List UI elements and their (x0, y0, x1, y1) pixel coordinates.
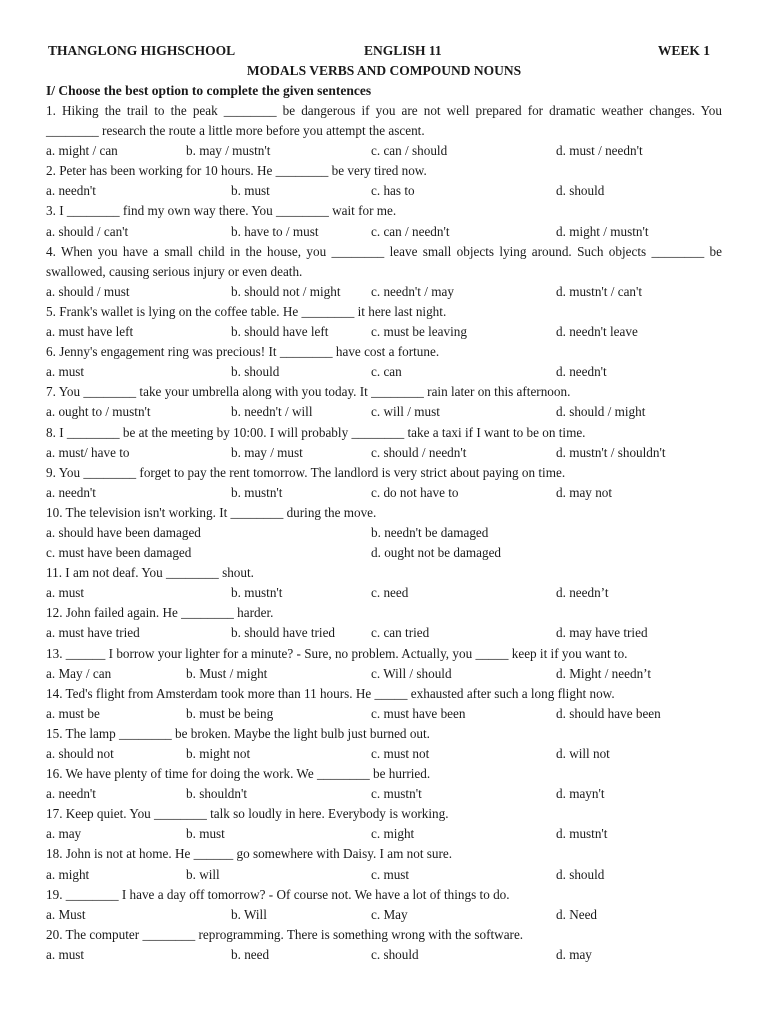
answer-option[interactable]: a. Must (46, 906, 86, 922)
answer-option[interactable]: c. might (371, 826, 415, 842)
question-text: 15. The lamp ________ be broken. Maybe the light bulb just burned out. (46, 725, 430, 741)
answer-options-row (46, 181, 722, 201)
answer-option[interactable]: d. should / might (556, 404, 646, 420)
answer-option[interactable]: b. must be being (186, 705, 274, 721)
question-text: 17. Keep quiet. You ________ talk so loudly in here. Everybody is working. (46, 806, 449, 822)
answer-options-row (46, 322, 722, 342)
answer-option[interactable]: c. must have been (371, 705, 466, 721)
answer-options-row (46, 583, 722, 603)
week-label: WEEK 1 (657, 43, 710, 58)
answer-option[interactable]: b. mustn't (231, 585, 283, 601)
question-text: 16. We have plenty of time for doing the work. We ________ be hurried. (46, 766, 431, 782)
answer-options-row (46, 744, 722, 764)
answer-option[interactable]: d. should (556, 183, 605, 199)
answer-option[interactable]: c. Will / should (371, 665, 452, 681)
answer-option[interactable]: c. May (371, 906, 408, 922)
answer-option[interactable]: a. must (46, 585, 85, 601)
question-text: 12. John failed again. He ________ harder. (46, 605, 274, 621)
answer-option[interactable]: c. has to (371, 183, 415, 199)
answer-option[interactable]: a. must have tried (46, 625, 140, 641)
answer-options-row (46, 443, 722, 463)
question-text: 10. The television isn't working. It ________ during the move. (46, 504, 377, 520)
answer-option[interactable]: b. may / mustn't (186, 143, 271, 159)
section-heading: I/ Choose the best option to complete the given sentences (46, 83, 372, 98)
answer-option[interactable]: a. must (46, 946, 85, 962)
answer-options-row (46, 362, 722, 382)
answer-option[interactable]: d. should have been (556, 705, 661, 721)
school-name: THANGLONG HIGHSCHOOL (48, 43, 236, 58)
answer-option[interactable]: d. may have tried (556, 625, 648, 641)
answer-option[interactable]: c. can (371, 364, 402, 380)
answer-option[interactable]: a. must have left (46, 324, 134, 340)
answer-options-row (46, 402, 722, 422)
answer-option[interactable]: a. needn't (46, 786, 96, 802)
answer-option[interactable]: b. Will (231, 906, 267, 922)
question-text: 3. I ________ find my own way there. You ________ wait for me. (46, 203, 397, 219)
answer-option[interactable]: c. should / needn't (371, 444, 467, 460)
answer-option[interactable]: d. needn't leave (556, 324, 638, 340)
answer-options-row (46, 905, 722, 925)
answer-option[interactable]: b. should have left (231, 324, 329, 340)
question-text: 2. Peter has been working for 10 hours. He ________ be very tired now. (46, 163, 427, 179)
answer-option[interactable]: d. Need (556, 906, 598, 922)
answer-options-row (46, 543, 722, 563)
answer-option[interactable]: b. need (231, 946, 270, 962)
answer-option[interactable]: c. needn't / may (371, 283, 454, 299)
answer-option[interactable]: b. should not / might (231, 283, 341, 299)
answer-option[interactable]: b. must (231, 183, 270, 199)
answer-option[interactable]: a. ought to / mustn't (46, 404, 151, 420)
question-text: 20. The computer ________ reprogramming. There is something wrong with the software. (46, 926, 524, 942)
answer-option[interactable]: c. do not have to (371, 484, 459, 500)
answer-option[interactable]: c. can tried (371, 625, 430, 641)
answer-option[interactable]: c. can / needn't (371, 223, 450, 239)
worksheet-title: MODALS VERBS AND COMPOUND NOUNS (246, 63, 522, 78)
answer-option[interactable]: b. must (186, 826, 225, 842)
answer-options-row (46, 824, 722, 844)
answer-option[interactable]: c. must be leaving (371, 324, 467, 340)
question-text: 19. ________ I have a day off tomorrow? - Of course not. We have a lot of things to do. (46, 886, 510, 902)
answer-option[interactable]: a. needn't (46, 183, 96, 199)
answer-option[interactable]: d. mustn't / can't (556, 283, 643, 299)
question-text: 6. Jenny's engagement ring was precious! It ________ have cost a fortune. (46, 344, 440, 360)
answer-option[interactable]: c. must (371, 866, 410, 882)
answer-option[interactable]: d. mustn't / shouldn't (556, 444, 666, 460)
answer-options-row (46, 141, 722, 161)
answer-option[interactable]: a. May / can (46, 665, 112, 681)
question-list (46, 101, 722, 965)
answer-option[interactable]: c. must not (371, 746, 430, 761)
answer-option[interactable]: c. can / should (371, 143, 448, 159)
answer-option[interactable]: d. needn't (556, 364, 607, 380)
answer-option[interactable]: d. ought not be damaged (371, 545, 502, 561)
answer-option[interactable]: b. needn't be damaged (371, 524, 489, 540)
answer-option[interactable]: c. mustn't (371, 786, 422, 802)
answer-option[interactable]: d. may (556, 946, 592, 962)
answer-option[interactable]: d. needn’t (556, 585, 609, 601)
answer-option[interactable]: c. should (371, 946, 419, 962)
answer-option[interactable]: a. needn't (46, 484, 96, 500)
answer-option[interactable]: b. needn't / will (231, 404, 313, 420)
question-text: 1. Hiking the trail to the peak ________ be dangerous if you are not well prepared for dramatic weather changes. You ________ research the route a little more before you attempt the ascent. (46, 103, 722, 139)
answer-option[interactable]: d. should (556, 866, 605, 882)
answer-option[interactable]: b. should (231, 364, 280, 380)
answer-option[interactable]: d. will not (556, 746, 610, 761)
answer-option[interactable]: d. must / needn't (556, 143, 643, 159)
answer-options-row (46, 222, 722, 242)
answer-option[interactable]: b. may / must (231, 444, 303, 460)
question-text: 9. You ________ forget to pay the rent tomorrow. The landlord is very strict about paying on time. (46, 464, 566, 480)
question-text: 11. I am not deaf. You ________ shout. (46, 565, 254, 581)
answer-option[interactable]: a. should / must (46, 283, 130, 299)
answer-option[interactable]: d. may not (556, 484, 613, 500)
answer-options-row (46, 483, 722, 503)
answer-option[interactable]: a. must be (46, 705, 100, 721)
question-text: 7. You ________ take your umbrella along with you today. It ________ rain later on this afternoon. (46, 384, 571, 400)
answer-options-row (46, 282, 722, 302)
worksheet-header (46, 41, 722, 61)
answer-options-row (46, 523, 722, 543)
answer-option[interactable]: a. should not (46, 746, 114, 761)
answer-option[interactable]: d. might / mustn't (556, 223, 649, 239)
answer-option[interactable]: b. will (186, 866, 220, 882)
answer-option[interactable]: b. should have tried (231, 625, 336, 641)
answer-option[interactable]: a. might / can (46, 143, 118, 159)
question-text: 5. Frank's wallet is lying on the coffee table. He ________ it here last night. (46, 303, 447, 319)
answer-options-row (46, 945, 722, 965)
answer-option[interactable]: d. mustn't (556, 826, 608, 842)
answer-option[interactable]: d. Might / needn’t (556, 665, 651, 681)
question-text: 18. John is not at home. He ______ go somewhere with Daisy. I am not sure. (46, 846, 453, 862)
answer-option[interactable]: a. should have been damaged (46, 524, 201, 540)
answer-options-row (46, 704, 722, 724)
question-text: 14. Ted's flight from Amsterdam took more than 11 hours. He _____ exhausted after such a long flight now. (46, 685, 615, 701)
answer-options-row (46, 664, 722, 684)
answer-option[interactable]: b. have to / must (231, 223, 319, 239)
question-text: 8. I ________ be at the meeting by 10:00. I will probably ________ take a taxi if I want to be on time. (46, 424, 586, 440)
answer-options-row (46, 865, 722, 885)
answer-option[interactable]: a. may (46, 826, 82, 842)
answer-option[interactable]: b. might not (186, 746, 251, 761)
answer-option[interactable]: a. must (46, 364, 85, 380)
answer-option[interactable]: b. Must / might (186, 665, 268, 681)
answer-option[interactable]: b. shouldn't (186, 786, 247, 802)
answer-option[interactable]: d. mayn't (556, 786, 605, 802)
subject-name: ENGLISH 11 (364, 43, 442, 58)
answer-option[interactable]: a. must/ have to (46, 444, 130, 460)
worksheet-page (46, 41, 722, 965)
answer-option[interactable]: a. should / can't (46, 223, 129, 239)
question-text: 4. When you have a small child in the house, you ________ leave small objects lying around. Such objects ________ be swallowed, causing serious injury or even death. (46, 243, 722, 279)
answer-options-row (46, 623, 722, 643)
answer-option[interactable]: b. mustn't (231, 484, 283, 500)
answer-options-row (46, 784, 722, 804)
answer-option[interactable]: a. might (46, 866, 90, 882)
answer-option[interactable]: c. must have been damaged (46, 545, 192, 561)
answer-option[interactable]: c. will / must (371, 404, 440, 420)
question-text: 13. ______ I borrow your lighter for a minute? - Sure, no problem. Actually, you _____ keep it if you want to. (46, 645, 628, 661)
answer-option[interactable]: c. need (371, 585, 409, 601)
